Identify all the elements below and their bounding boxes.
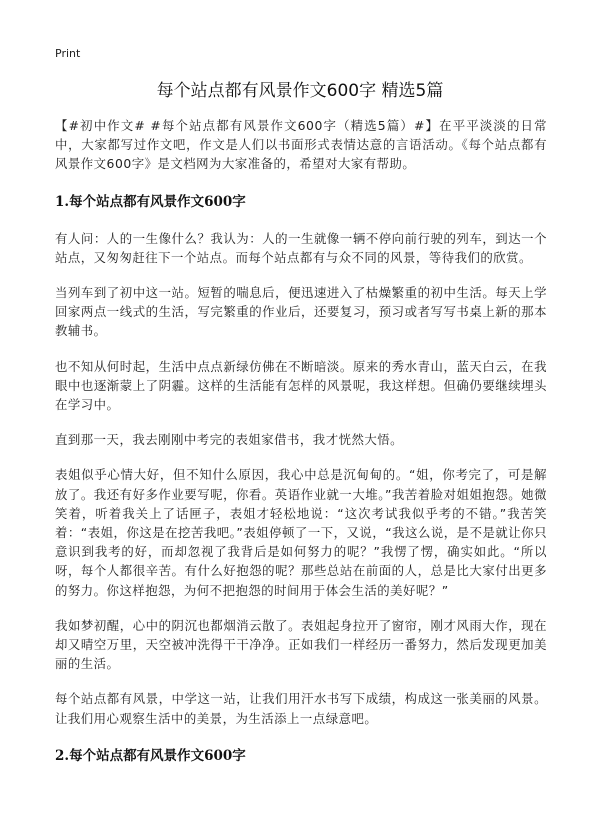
section-1-heading: 1.每个站点都有风景作文600字 — [55, 193, 246, 210]
intro-paragraph: 【#初中作文# #每个站点都有风景作文600字（精选5篇）#】在平平淡淡的日常中，大家都写过作文吧，作文是人们以书面形式表情达意的言语活动。《每个站点都有风景作文600字》是文档网为大家准备的，希望对大家有帮助。 — [55, 118, 547, 172]
document-body — [55, 116, 547, 783]
section-1-paragraph-4: 直到那一天，我去刚刚中考完的表姐家借书，我才恍然大悟。 — [55, 432, 404, 448]
print-label: Print — [55, 47, 81, 60]
section-1-paragraph-3: 也不知从何时起，生活中点点新绿仿佛在不断暗淡。原来的秀水青山，蓝天白云，在我眼中也逐渐蒙上了阴霾。这样的生活能有怎样的风景呢，我这样想。但确仍要继续埋头在学习中。 — [55, 358, 547, 413]
section-1-paragraph-6: 我如梦初醒，心中的阴沉也都烟消云散了。表姐起身拉开了窗帘，刚才风雨大作，现在却又晴空万里，天空被冲洗得干干净净。正如我们一样经历一番努力，然后发现更加美丽的生活。 — [55, 617, 547, 672]
page-title: 每个站点都有风景作文600字 精选5篇 — [156, 81, 444, 101]
section-1-paragraph-5: 表姐似乎心情大好，但不知什么原因，我心中总是沉甸甸的。“姐，你考完了，可是解放了。我还有好多作业要写呢，你看。英语作业就一大堆。”我苦着脸对姐姐抱怨。她微笑着，听着我关上了话匣子，表姐才轻松地说：“这次考试我似乎考的不错。”我苦笑着：“表姐，你这是在挖苦我吧。”表姐停顿了一下，又说，“我这么说，是不是就让你只意识到我考的好，而却忽视了我背后是如何努力的呢？”我愣了愣，确实如此。“所以呀，每个人都很辛苦。有什么好抱怨的呢？那些总站在前面的人，总是比大家付出更多的努力。你这样抱怨，为何不把抱怨的时间用于体会生活的美好呢？” — [55, 467, 547, 598]
section-1-paragraph-7: 每个站点都有风景，中学这一站，让我们用汗水书写下成绩，构成这一张美丽的风景。让我们用心观察生活中的美景，为生活添上一点绿意吧。 — [55, 691, 547, 726]
section-1-paragraph-1: 有人问：人的一生像什么？我认为：人的一生就像一辆不停向前行驶的列车，到达一个站点，又匆匆赶往下一个站点。而每个站点都有与众不同的风景，等待我们的欣赏。 — [55, 230, 547, 265]
section-1-paragraph-2: 当列车到了初中这一站。短暂的喘息后，便迅速进入了枯燥繁重的初中生活。每天上学回家两点一线式的生活，写完繁重的作业后，还要复习，预习或者写写书桌上新的那本教辅书。 — [55, 285, 547, 339]
section-2-heading: 2.每个站点都有风景作文600字 — [55, 747, 246, 764]
